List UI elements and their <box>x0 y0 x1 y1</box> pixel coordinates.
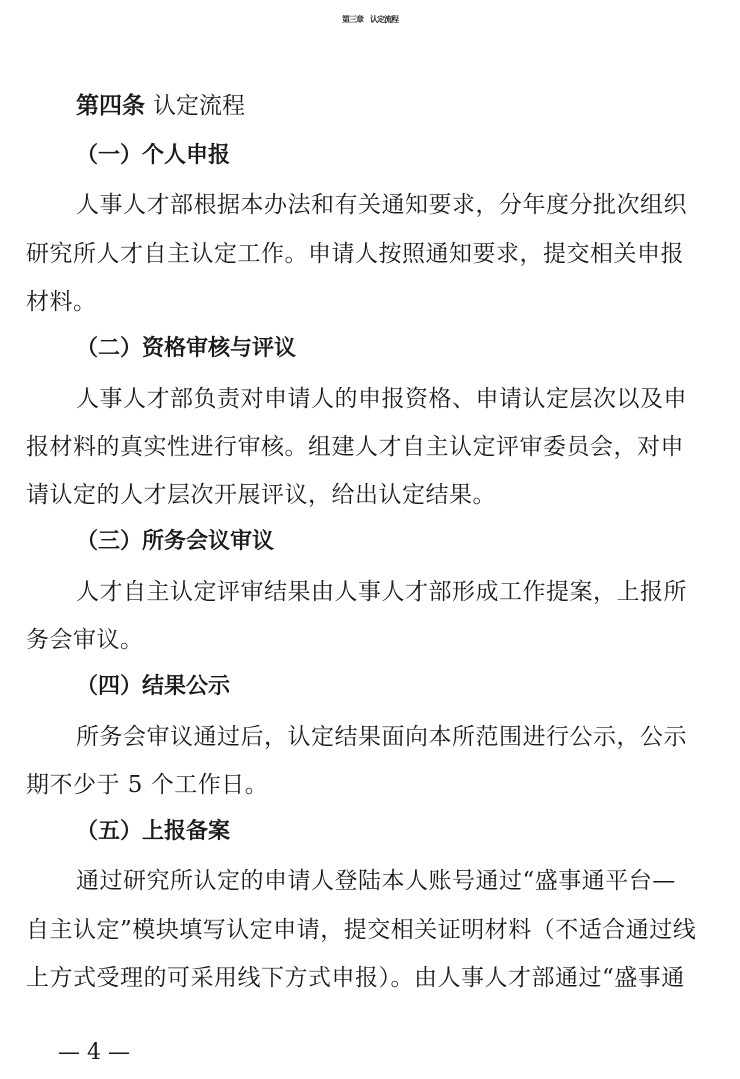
chapter-title: 第三章 认定流程 <box>342 15 398 24</box>
paragraph-line: 期不少于 5 个工作日。 <box>26 772 269 798</box>
paragraph-line: 人才自主认定评审结果由人事人才部形成工作提案，上报所 <box>76 579 687 605</box>
paragraph-line: 人事人才部负责对申请人的申报资格、申请认定层次以及申 <box>76 386 687 412</box>
paragraph-line: 通过研究所认定的申请人登陆本人账号通过“盛事通平台— <box>76 868 676 894</box>
paragraph-line: 所务会审议通过后，认定结果面向本所范围进行公示，公示 <box>76 724 687 750</box>
section-heading: （四）结果公示 <box>76 674 231 699</box>
paragraph-line: 请认定的人才层次开展评议，给出认定结果。 <box>26 482 496 508</box>
paragraph-line: 材料。 <box>26 289 97 315</box>
article-title: 认定流程 <box>153 93 245 119</box>
section-heading: （二）资格审核与评议 <box>76 336 297 361</box>
section-heading: （三）所务会议审议 <box>76 529 275 554</box>
section-heading: （五）上报备案 <box>76 819 231 844</box>
paragraph-line: 务会审议。 <box>26 627 144 653</box>
paragraph-line: 上方式受理的可采用线下方式申报）。由人事人才部通过“盛事通 <box>26 965 685 991</box>
article-line <box>76 87 245 120</box>
paragraph-line: 自主认定”模块填写认定申请，提交相关证明材料（不适合通过线 <box>26 917 697 943</box>
page-number: — 4 — <box>58 1040 130 1065</box>
paragraph-line: 研究所人才自主认定工作。申请人按照通知要求，提交相关申报 <box>26 241 684 267</box>
section-heading: （一）个人申报 <box>76 143 231 168</box>
paragraph-line: 报材料的真实性进行审核。组建人才自主认定评审委员会，对申 <box>26 434 684 460</box>
article-number: 第四条 <box>76 93 145 119</box>
paragraph-line: 人事人才部根据本办法和有关通知要求，分年度分批次组织 <box>76 192 687 218</box>
